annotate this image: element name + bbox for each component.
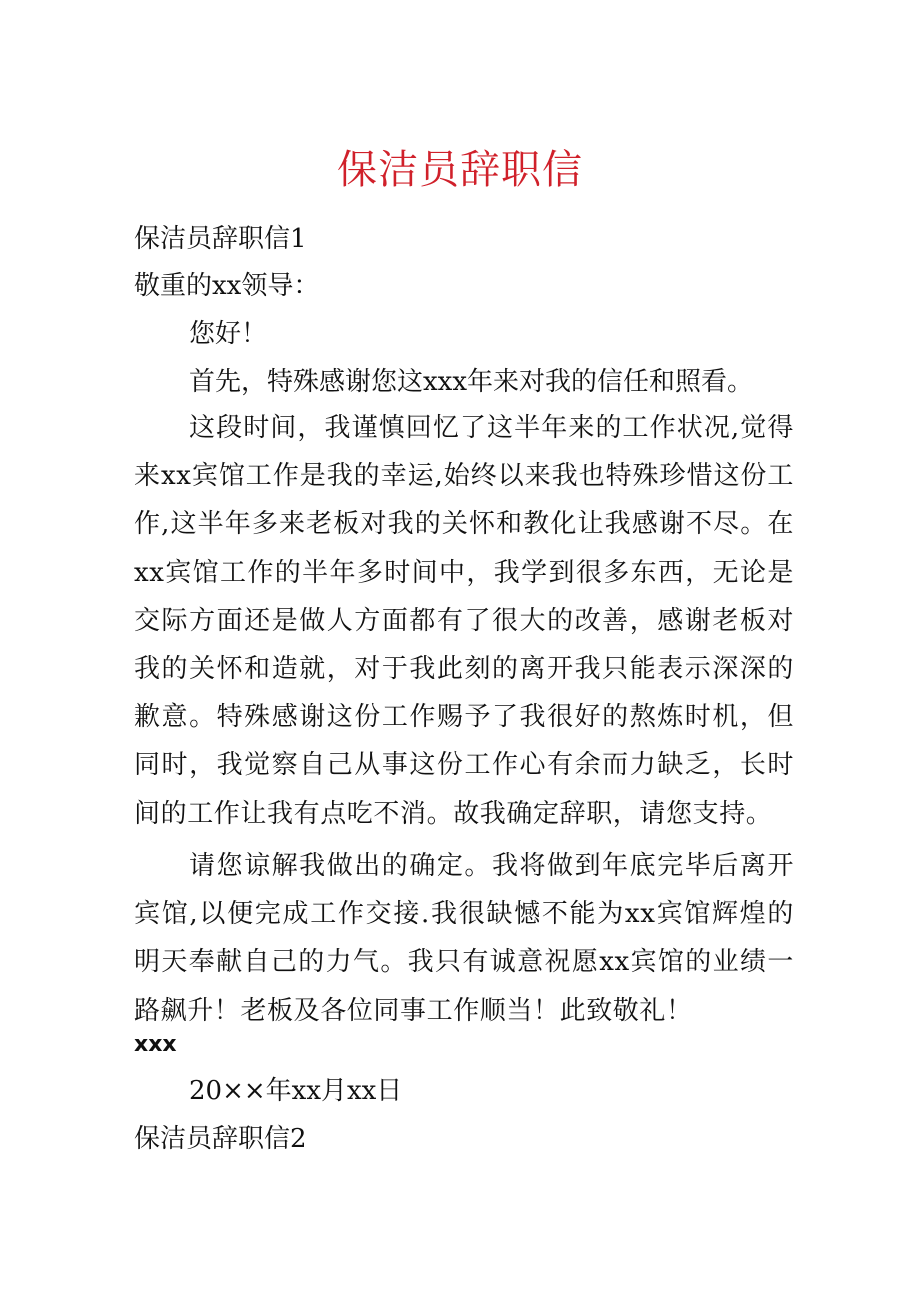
letter1-heading: 保洁员辞职信1 [134,224,307,254]
letter2-heading: 保洁员辞职信2 [134,1124,307,1154]
letter1-body-paragraph: 这段时间，我谨慎回忆了这半年来的工作状况,觉得来xx宾馆工作是我的幸运,始终以来我也特殊珍惜这份工作,这半年多来老板对我的关怀和教化让我感谢不尽。在xx宾馆工作的半年多时间中，我学到很多东西，无论是交际方面还是做人方面都有了很大的改善，感谢老板对我的关怀和造就，对于我此刻的离开我只能表示深深的歉意。特殊感谢这份工作赐予了我很好的熬炼时机，但同时，我觉察自己从事这份工作心有余而力缺乏，长时间的工作让我有点吃不消。故我确定辞职，请您支持。 [134,413,794,829]
letter1-date: 20××年xx月xx日 [189,1076,403,1106]
letter1-salutation: 敬重的xx领导： [134,271,320,301]
letter1-thanks-paragraph: 首先，特殊感谢您这xxx年来对我的信任和照看。 [189,367,753,397]
letter1-closing-paragraph: 请您谅解我做出的确定。我将做到年底完毕后离开宾馆,以便完成工作交接.我很缺憾不能为xx宾馆辉煌的明天奉献自己的力气。我只有诚意祝愿xx宾馆的业绩一路飙升！老板及各位同事工作顺当！此致敬礼！ [134,851,794,1026]
document-title: 保洁员辞职信 [337,147,583,193]
letter1-greeting: 您好！ [189,319,268,349]
letter1-signature: xxx [134,1032,177,1057]
